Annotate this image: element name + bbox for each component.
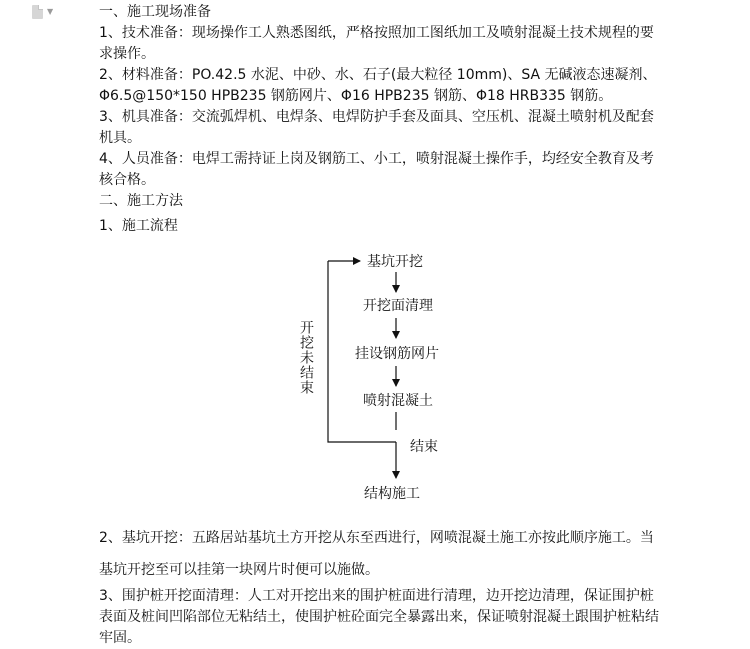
- flow-step-surface-cleaning: 开挖面清理: [363, 298, 433, 314]
- paragraph-technical-prep: 1、技术准备：现场操作工人熟悉图纸，严格按照加工图纸加工及喷射混凝土技术规程的要求操作。: [99, 25, 654, 62]
- paragraph-machine-prep: 3、机具准备：交流弧焊机、电焊条、电焊防护手套及面具、空压机、混凝土喷射机及配套机具。: [99, 109, 654, 146]
- paragraph-excavation-cont: 基坑开挖至可以挂第一块网片时便可以施做。: [99, 562, 379, 578]
- flow-end-label: 结束: [410, 439, 438, 455]
- paragraph-pile-cleaning: 3、围护桩开挖面清理：人工对开挖出来的围护桩面进行清理，边开挖边清理，保证围护桩表面及桩间凹陷部位无粘结土，使围护桩砼面完全暴露出来，保证喷射混凝土跟围护桩粘结牢固。: [99, 588, 659, 646]
- section-heading-site-prep: 一、施工现场准备: [99, 4, 211, 20]
- flow-step-structure: 结构施工: [364, 486, 420, 502]
- section-heading-method: 二、施工方法: [99, 193, 183, 209]
- flow-step-excavation: 基坑开挖: [367, 254, 423, 270]
- paragraph-excavation: 2、基坑开挖：五路居站基坑土方开挖从东至西进行，网喷混凝土施工亦按此顺序施工。当: [99, 530, 654, 546]
- flow-step-hang-mesh: 挂设钢筋网片: [355, 346, 439, 362]
- paragraph-staff-prep: 4、人员准备：电焊工需持证上岗及钢筋工、小工，喷射混凝土操作手，均经安全教育及考核合格。: [99, 151, 654, 188]
- paragraph-material-prep: 2、材料准备：PO.42.5 水泥、中砂、水、石子(最大粒径 10mm)、SA 无碱液态速凝剂、Φ6.5@150*150 HPB235 钢筋网片、Φ16 HPB235 钢筋、Φ18 HRB335 钢筋。: [99, 67, 657, 104]
- loop-label-not-finished: 开挖未结束: [298, 320, 314, 395]
- flow-step-shotcrete: 喷射混凝土: [363, 393, 433, 409]
- subheading-flow: 1、施工流程: [99, 218, 178, 234]
- chevron-down-icon: ▼: [47, 7, 54, 16]
